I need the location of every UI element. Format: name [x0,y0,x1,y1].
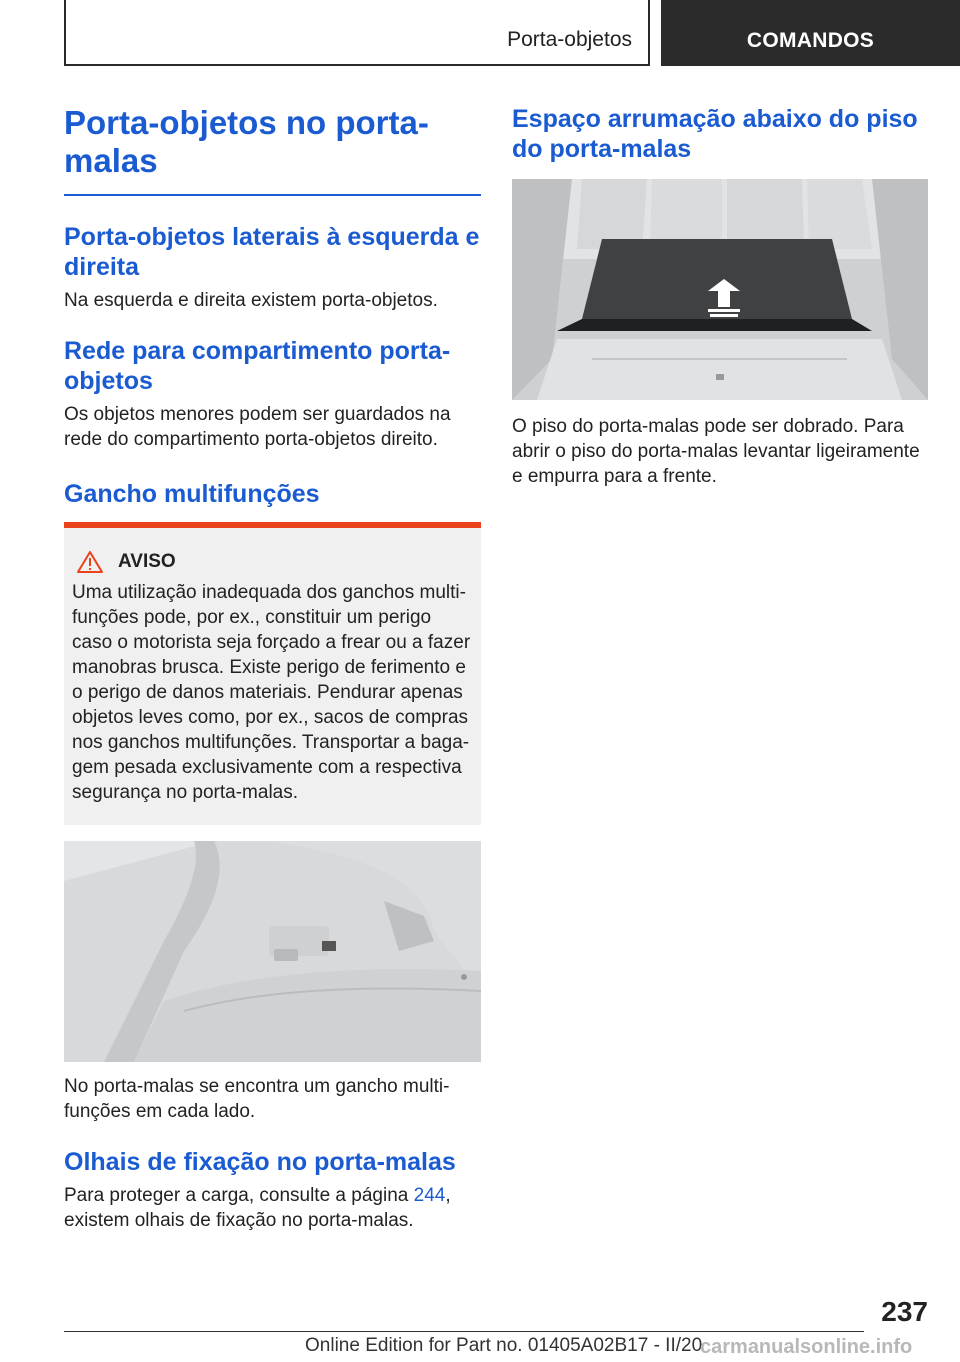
warning-title: AVISO [118,551,176,572]
header-chapter-title: COMANDOS [746,29,875,52]
title-rule [64,194,481,196]
header-chapter-box [661,0,960,66]
trunk-floor-image [512,179,928,400]
trunk-hook-image [64,841,481,1062]
warning-triangle-icon [76,550,104,574]
image-caption-hook: No porta-malas se encontra um gancho multifunções em cada lado. [64,1076,450,1122]
header-section-box [64,0,650,66]
header-section-title: Porta-objetos [507,28,632,51]
section-text-underfloor: O piso do porta-malas pode ser dobrado. Para abrir o piso do porta-malas levantar ligeiramente e empurra para a frente. [512,416,920,487]
tie-downs-text-part2: , existem olhais de fixação no porta-malas. [64,1185,451,1231]
page-link-244[interactable]: 244 [413,1185,446,1206]
section-title-side-storage: Porta-objetos laterais à esquerda e direita [64,223,480,281]
section-text-side-storage: Na esquerda e direita existem porta-objetos. [64,290,438,311]
section-title-underfloor: Espaço arrumação abaixo do piso do porta-malas [512,105,918,163]
right-column [512,104,928,489]
footer-rule [64,1331,864,1332]
warning-text: Uma utilização inadequada dos ganchos multifunções pode, por ex., constituir um perigo caso o motorista seja forçado a frear ou a fazer manobras brusca. Existe perigo de ferimento e o perigo de danos materiais. Pendurar apenas objetos leves como, por ex., sacos de compras nos ganchos multifunções. Transportar a bagagem pesada exclusivamente com a respectiva segurança no porta-malas. [72,582,471,803]
tie-downs-text-part1: Para proteger a carga, consulte a página [64,1185,414,1206]
warning-header [72,550,473,574]
section-title-hook: Gancho multifunções [64,480,320,508]
section-title-net: Rede para compartimento porta-objetos [64,337,451,395]
section-text-tie-downs [64,1183,481,1233]
watermark: carmanualsonline.info [700,1336,913,1358]
footer-edition: Online Edition for Part no. 01405A02B17 - II/20 [305,1335,703,1356]
section-text-net: Os objetos menores podem ser guardados na rede do compartimento porta-objetos direito. [64,404,451,450]
main-title: Porta-objetos no porta-malas [64,104,429,179]
warning-box [64,522,481,825]
left-column [64,104,481,1233]
page-number: 237 [881,1296,928,1327]
section-title-tie-downs: Olhais de fixação no porta-malas [64,1148,456,1176]
